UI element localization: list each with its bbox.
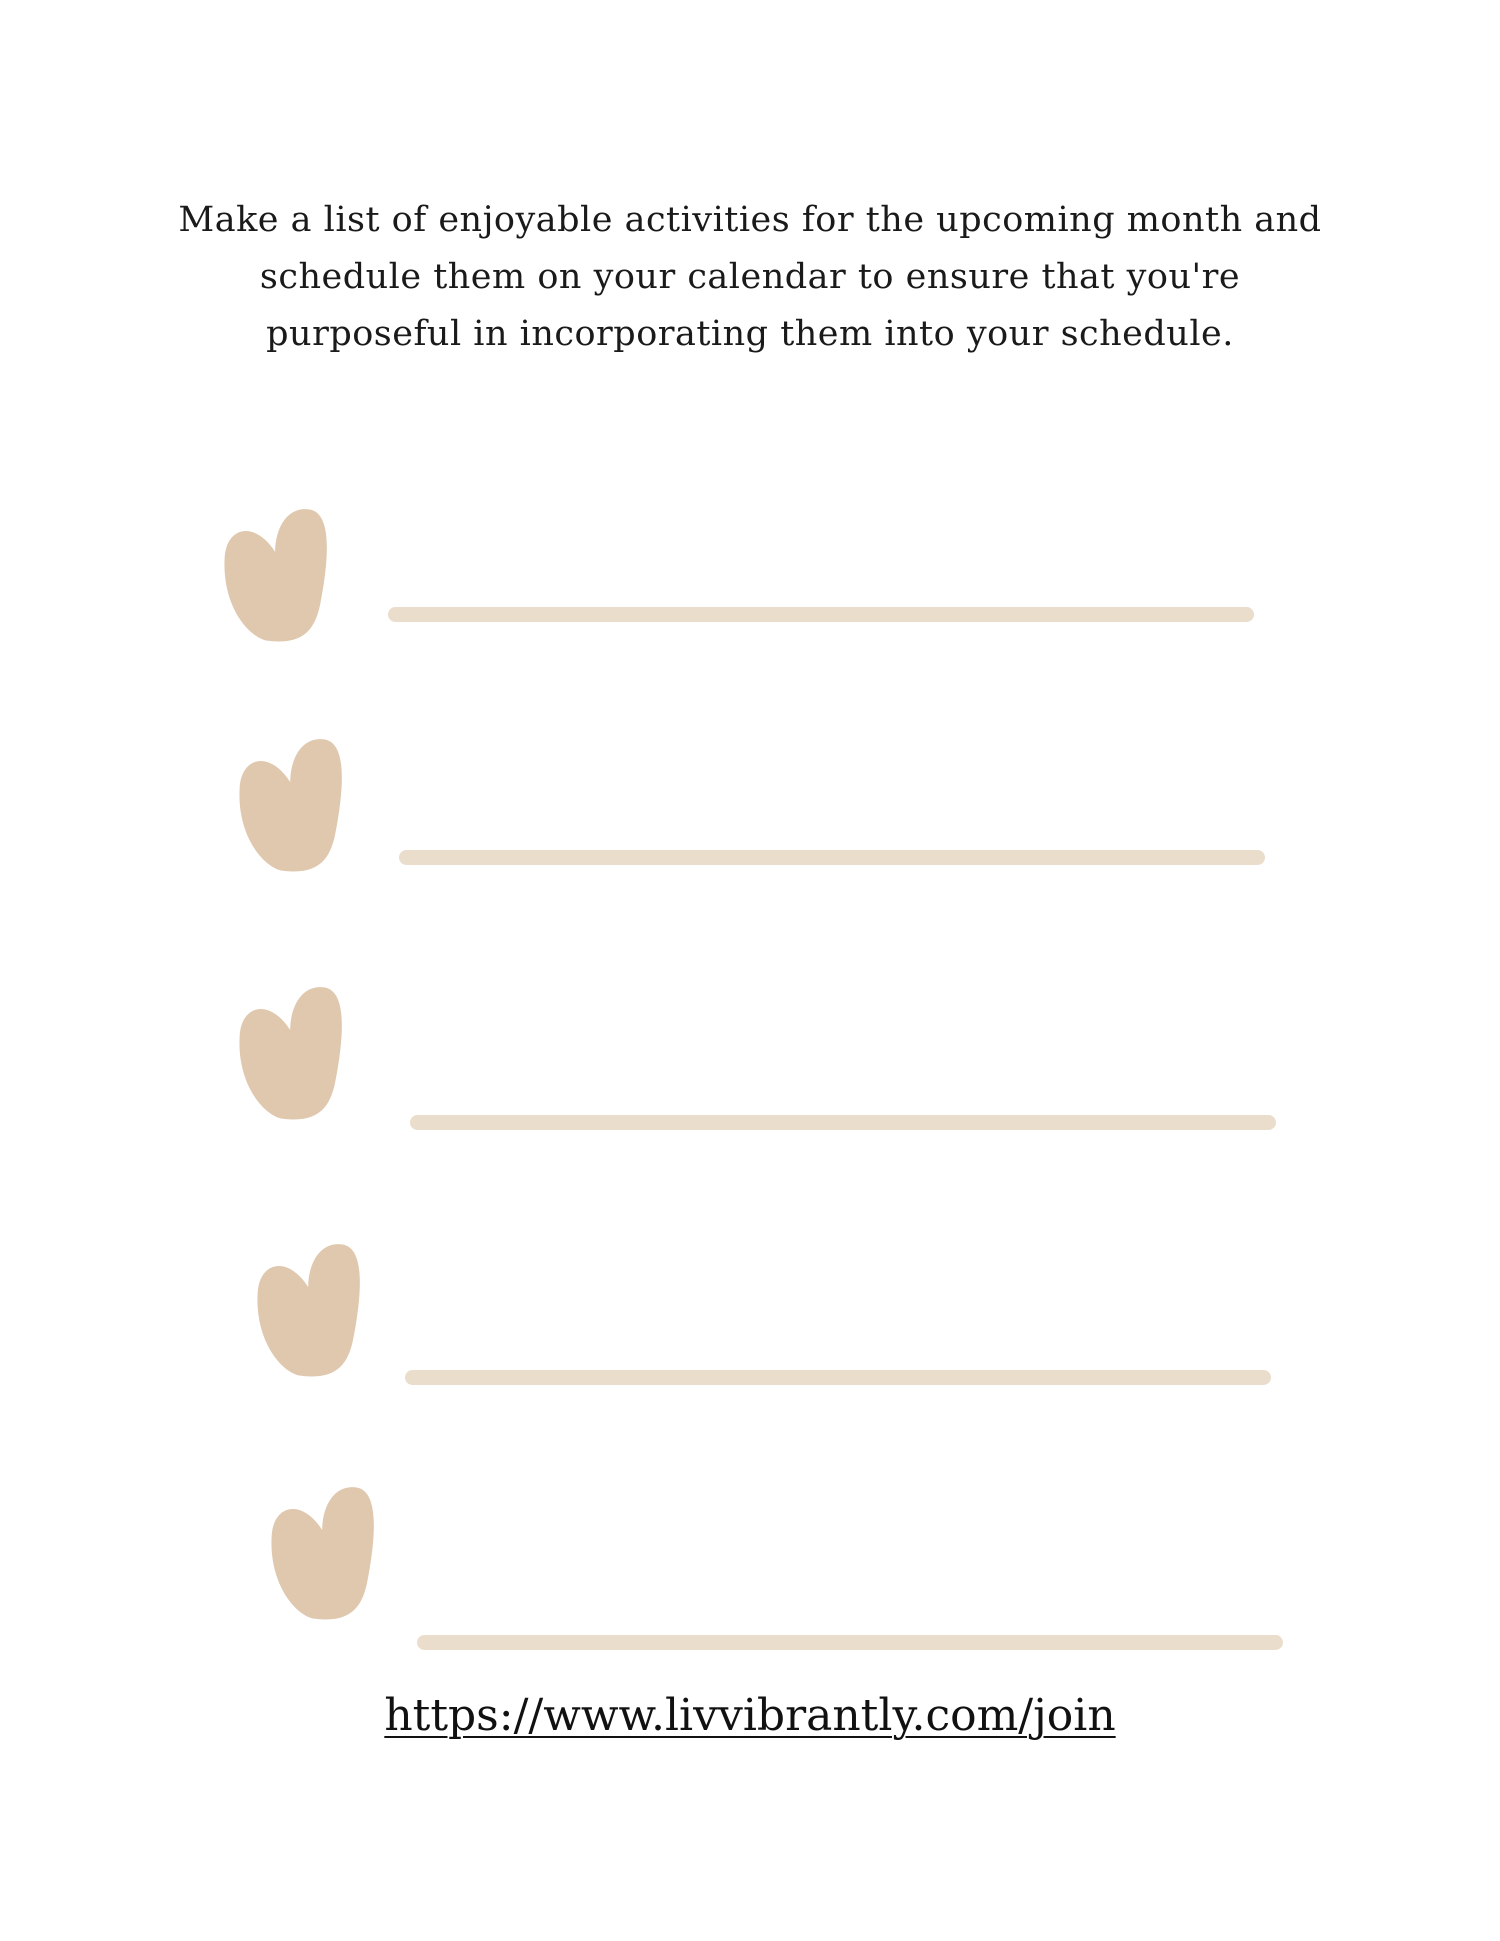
writing-line[interactable]: [405, 1370, 1271, 1385]
join-link[interactable]: https://www.livvibrantly.com/join: [384, 1690, 1116, 1741]
heart-icon: [267, 1483, 382, 1623]
heart-icon: [220, 505, 335, 645]
instructions-line: purposeful in incorporating them into your schedule.: [266, 314, 1234, 354]
heart-icon: [235, 735, 350, 875]
heart-icon: [235, 983, 350, 1123]
writing-line[interactable]: [410, 1115, 1276, 1130]
instructions-line: schedule them on your calendar to ensure that you're: [259, 257, 1241, 297]
instructions-line: Make a list of enjoyable activities for the upcoming month and: [178, 200, 1322, 240]
writing-line[interactable]: [399, 850, 1265, 865]
heart-icon: [253, 1240, 368, 1380]
writing-line[interactable]: [388, 607, 1254, 622]
instructions-text: [150, 192, 1350, 363]
writing-line[interactable]: [417, 1635, 1283, 1650]
